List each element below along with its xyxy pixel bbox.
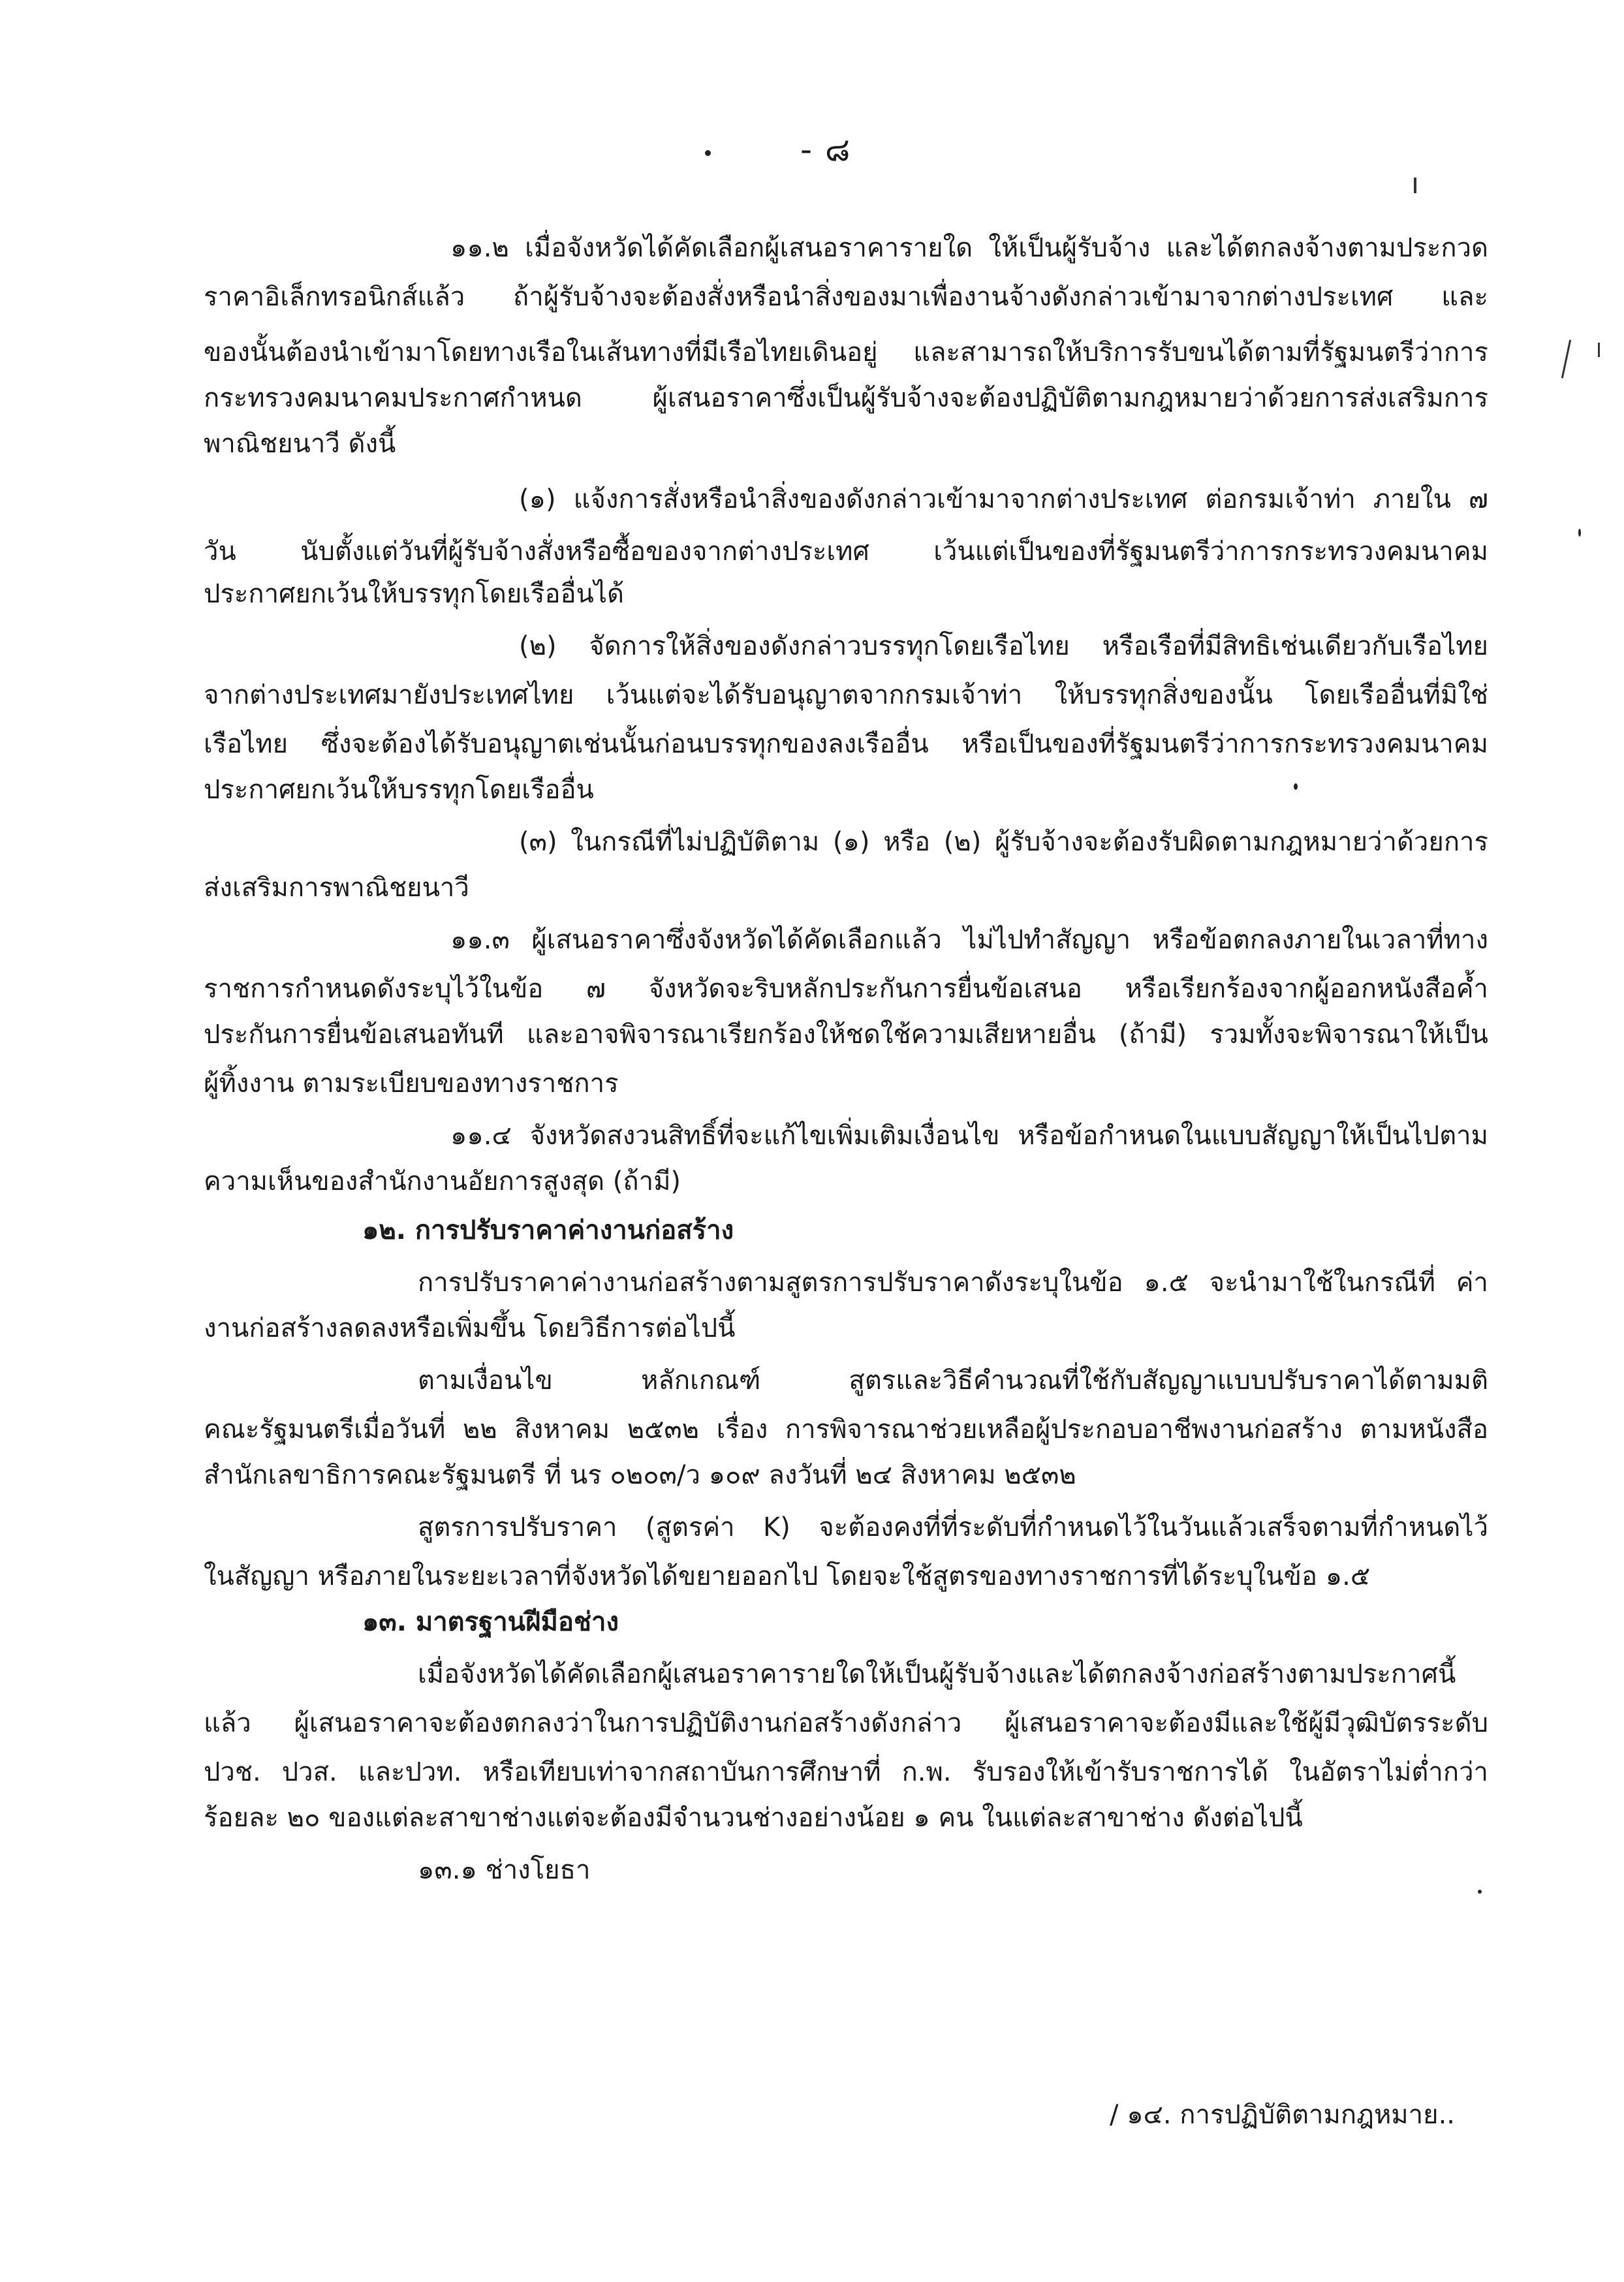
body-line: กระทรวงคมนาคมประกาศกำหนด ผู้เสนอราคาซึ่งเป็นผู้รับจ้างจะต้องปฏิบัติตามกฎหมายว่าด้วยการส่งเสริมการ — [204, 383, 1488, 413]
body-line: การปรับราคาค่างานก่อสร้างตามสูตรการปรับราคาดังระบุในข้อ ๑.๕ จะนำมาใช้ในกรณีที่ ค่า — [418, 1268, 1488, 1298]
page-number: - ๘ — [800, 131, 852, 168]
body-line: สูตรการปรับราคา (สูตรค่า K) จะต้องคงที่ที่ระดับที่กำหนดไว้ในวันแล้วเสร็จตามที่กำหนดไว้ — [418, 1512, 1488, 1542]
section-heading: ๑๒. การปรับราคาค่างานก่อสร้าง — [362, 1215, 734, 1245]
body-line: เมื่อจังหวัดได้คัดเลือกผู้เสนอราคารายใดให้เป็นผู้รับจ้างและได้ตกลงจ้างก่อสร้างตามประกาศนี้ — [418, 1659, 1456, 1689]
body-line: ๑๑.๓ ผู้เสนอราคาซึ่งจังหวัดได้คัดเลือกแล้ว ไม่ไปทำสัญญา หรือข้อตกลงภายในเวลาที่ทาง — [450, 925, 1488, 955]
body-line: ๑๓.๑ ช่างโยธา — [418, 1855, 591, 1885]
body-line: (๓) ในกรณีที่ไม่ปฏิบัติตาม (๑) หรือ (๒) ผู้รับจ้างจะต้องรับผิดตามกฎหมายว่าด้วยการ — [519, 827, 1488, 857]
continuation-footer: / ๑๔. การปฏิบัติตามกฎหมาย.. — [1110, 2100, 1456, 2130]
body-line: ความเห็นของสำนักงานอัยการสูงสุด (ถ้ามี) — [204, 1166, 681, 1196]
body-line: (๑) แจ้งการสั่งหรือนำสิ่งของดังกล่าวเข้ามาจากต่างประเทศ ต่อกรมเจ้าท่า ภายใน ๗ — [519, 484, 1488, 514]
scan-mark — [1598, 343, 1600, 357]
body-line: ของนั้นต้องนำเข้ามาโดยทางเรือในเส้นทางที่มีเรือไทยเดินอยู่ และสามารถให้บริการรับขนได้ตามที่รัฐมนตรีว่าการ — [204, 337, 1488, 367]
body-line: ตามเงื่อนไข หลักเกณฑ์ สูตรและวิธีคำนวณที่ใช้กับสัญญาแบบปรับราคาได้ตามมติ — [418, 1366, 1488, 1396]
scan-speck — [1578, 529, 1581, 537]
scan-mark — [1414, 178, 1416, 193]
body-line: วัน นับตั้งแต่วันที่ผู้รับจ้างสั่งหรือซื้อของจากต่างประเทศ เว้นแต่เป็นของที่รัฐมนตรีว่าการกระทรวงคมนาคม — [204, 537, 1488, 567]
body-line: ๑๑.๒ เมื่อจังหวัดได้คัดเลือกผู้เสนอราคารายใด ให้เป็นผู้รับจ้าง และได้ตกลงจ้างตามประกวด — [450, 233, 1488, 263]
body-line: ร้อยละ ๒๐ ของแต่ละสาขาช่างแต่จะต้องมีจำนวนช่างอย่างน้อย ๑ คน ในแต่ละสาขาช่าง ดังต่อไปนี้ — [204, 1803, 1303, 1833]
body-line: ปวช. ปวส. และปวท. หรือเทียบเท่าจากสถาบันการศึกษาที่ ก.พ. รับรองให้เข้ารับราชการได้ ในอัตราไม่ต่ำกว่า — [204, 1757, 1488, 1787]
body-line: ๑๑.๔ จังหวัดสงวนสิทธิ์ที่จะแก้ไขเพิ่มเติมเงื่อนไข หรือข้อกำหนดในแบบสัญญาให้เป็นไปตาม — [450, 1121, 1488, 1151]
body-line: พาณิชยนาวี ดังนี้ — [204, 429, 396, 459]
body-line: (๒) จัดการให้สิ่งของดังกล่าวบรรทุกโดยเรือไทย หรือเรือที่มีสิทธิเช่นเดียวกับเรือไทย — [519, 631, 1488, 661]
scan-speck — [705, 150, 711, 156]
body-line: งานก่อสร้างลดลงหรือเพิ่มขึ้น โดยวิธีการต่อไปนี้ — [204, 1313, 736, 1343]
body-line: ประกันการยื่นข้อเสนอทันที และอาจพิจารณาเรียกร้องให้ชดใช้ความเสียหายอื่น (ถ้ามี) รวมทั้งจะพิจารณาให้เป็น — [204, 1020, 1488, 1050]
body-line: คณะรัฐมนตรีเมื่อวันที่ ๒๒ สิงหาคม ๒๕๓๒ เรื่อง การพิจารณาช่วยเหลือผู้ประกอบอาชีพงานก่อสร้าง ตามหนังสือ — [204, 1415, 1488, 1445]
body-line: ราคาอิเล็กทรอนิกส์แล้ว ถ้าผู้รับจ้างจะต้องสั่งหรือนำสิ่งของมาเพื่องานจ้างดังกล่าวเข้ามาจากต่างประเทศ และ — [204, 282, 1488, 312]
scan-speck — [1478, 1890, 1482, 1894]
body-line: ประกาศยกเว้นให้บรรทุกโดยเรืออื่น — [204, 775, 594, 805]
body-line: แล้ว ผู้เสนอราคาจะต้องตกลงว่าในการปฏิบัติงานก่อสร้างดังกล่าว ผู้เสนอราคาจะต้องมีและใช้ผู้มีวุฒิบัตรระดับ — [204, 1708, 1488, 1738]
body-line: ราชการกำหนดดังระบุไว้ในข้อ ๗ จังหวัดจะริบหลักประกันการยื่นข้อเสนอ หรือเรียกร้องจากผู้ออกหนังสือค้ำ — [204, 974, 1488, 1004]
body-line: ประกาศยกเว้นให้บรรทุกโดยเรืออื่นได้ — [204, 579, 624, 609]
body-line: ผู้ทิ้งงาน ตามระเบียบของทางราชการ — [204, 1069, 619, 1099]
scan-mark — [1561, 339, 1571, 378]
body-line: สำนักเลขาธิการคณะรัฐมนตรี ที่ นร ๐๒๐๓/ว ๑๐๙ ลงวันที่ ๒๔ สิงหาคม ๒๕๓๒ — [204, 1460, 1076, 1490]
body-line: จากต่างประเทศมายังประเทศไทย เว้นแต่จะได้รับอนุญาตจากกรมเจ้าท่า ให้บรรทุกสิ่งของนั้น โดยเรืออื่นที่มิใช่ — [204, 680, 1488, 710]
body-line: ส่งเสริมการพาณิชยนาวี — [204, 873, 469, 903]
body-line: เรือไทย ซึ่งจะต้องได้รับอนุญาตเช่นนั้นก่อนบรรทุกของลงเรืออื่น หรือเป็นของที่รัฐมนตรีว่าการกระทรวงคมนาคม — [204, 729, 1488, 759]
section-heading: ๑๓. มาตรฐานฝีมือช่าง — [362, 1607, 619, 1637]
body-line: ในสัญญา หรือภายในระยะเวลาที่จังหวัดได้ขยายออกไป โดยจะใช้สูตรของทางราชการที่ได้ระบุในข้อ ๑.๕ — [204, 1561, 1371, 1591]
